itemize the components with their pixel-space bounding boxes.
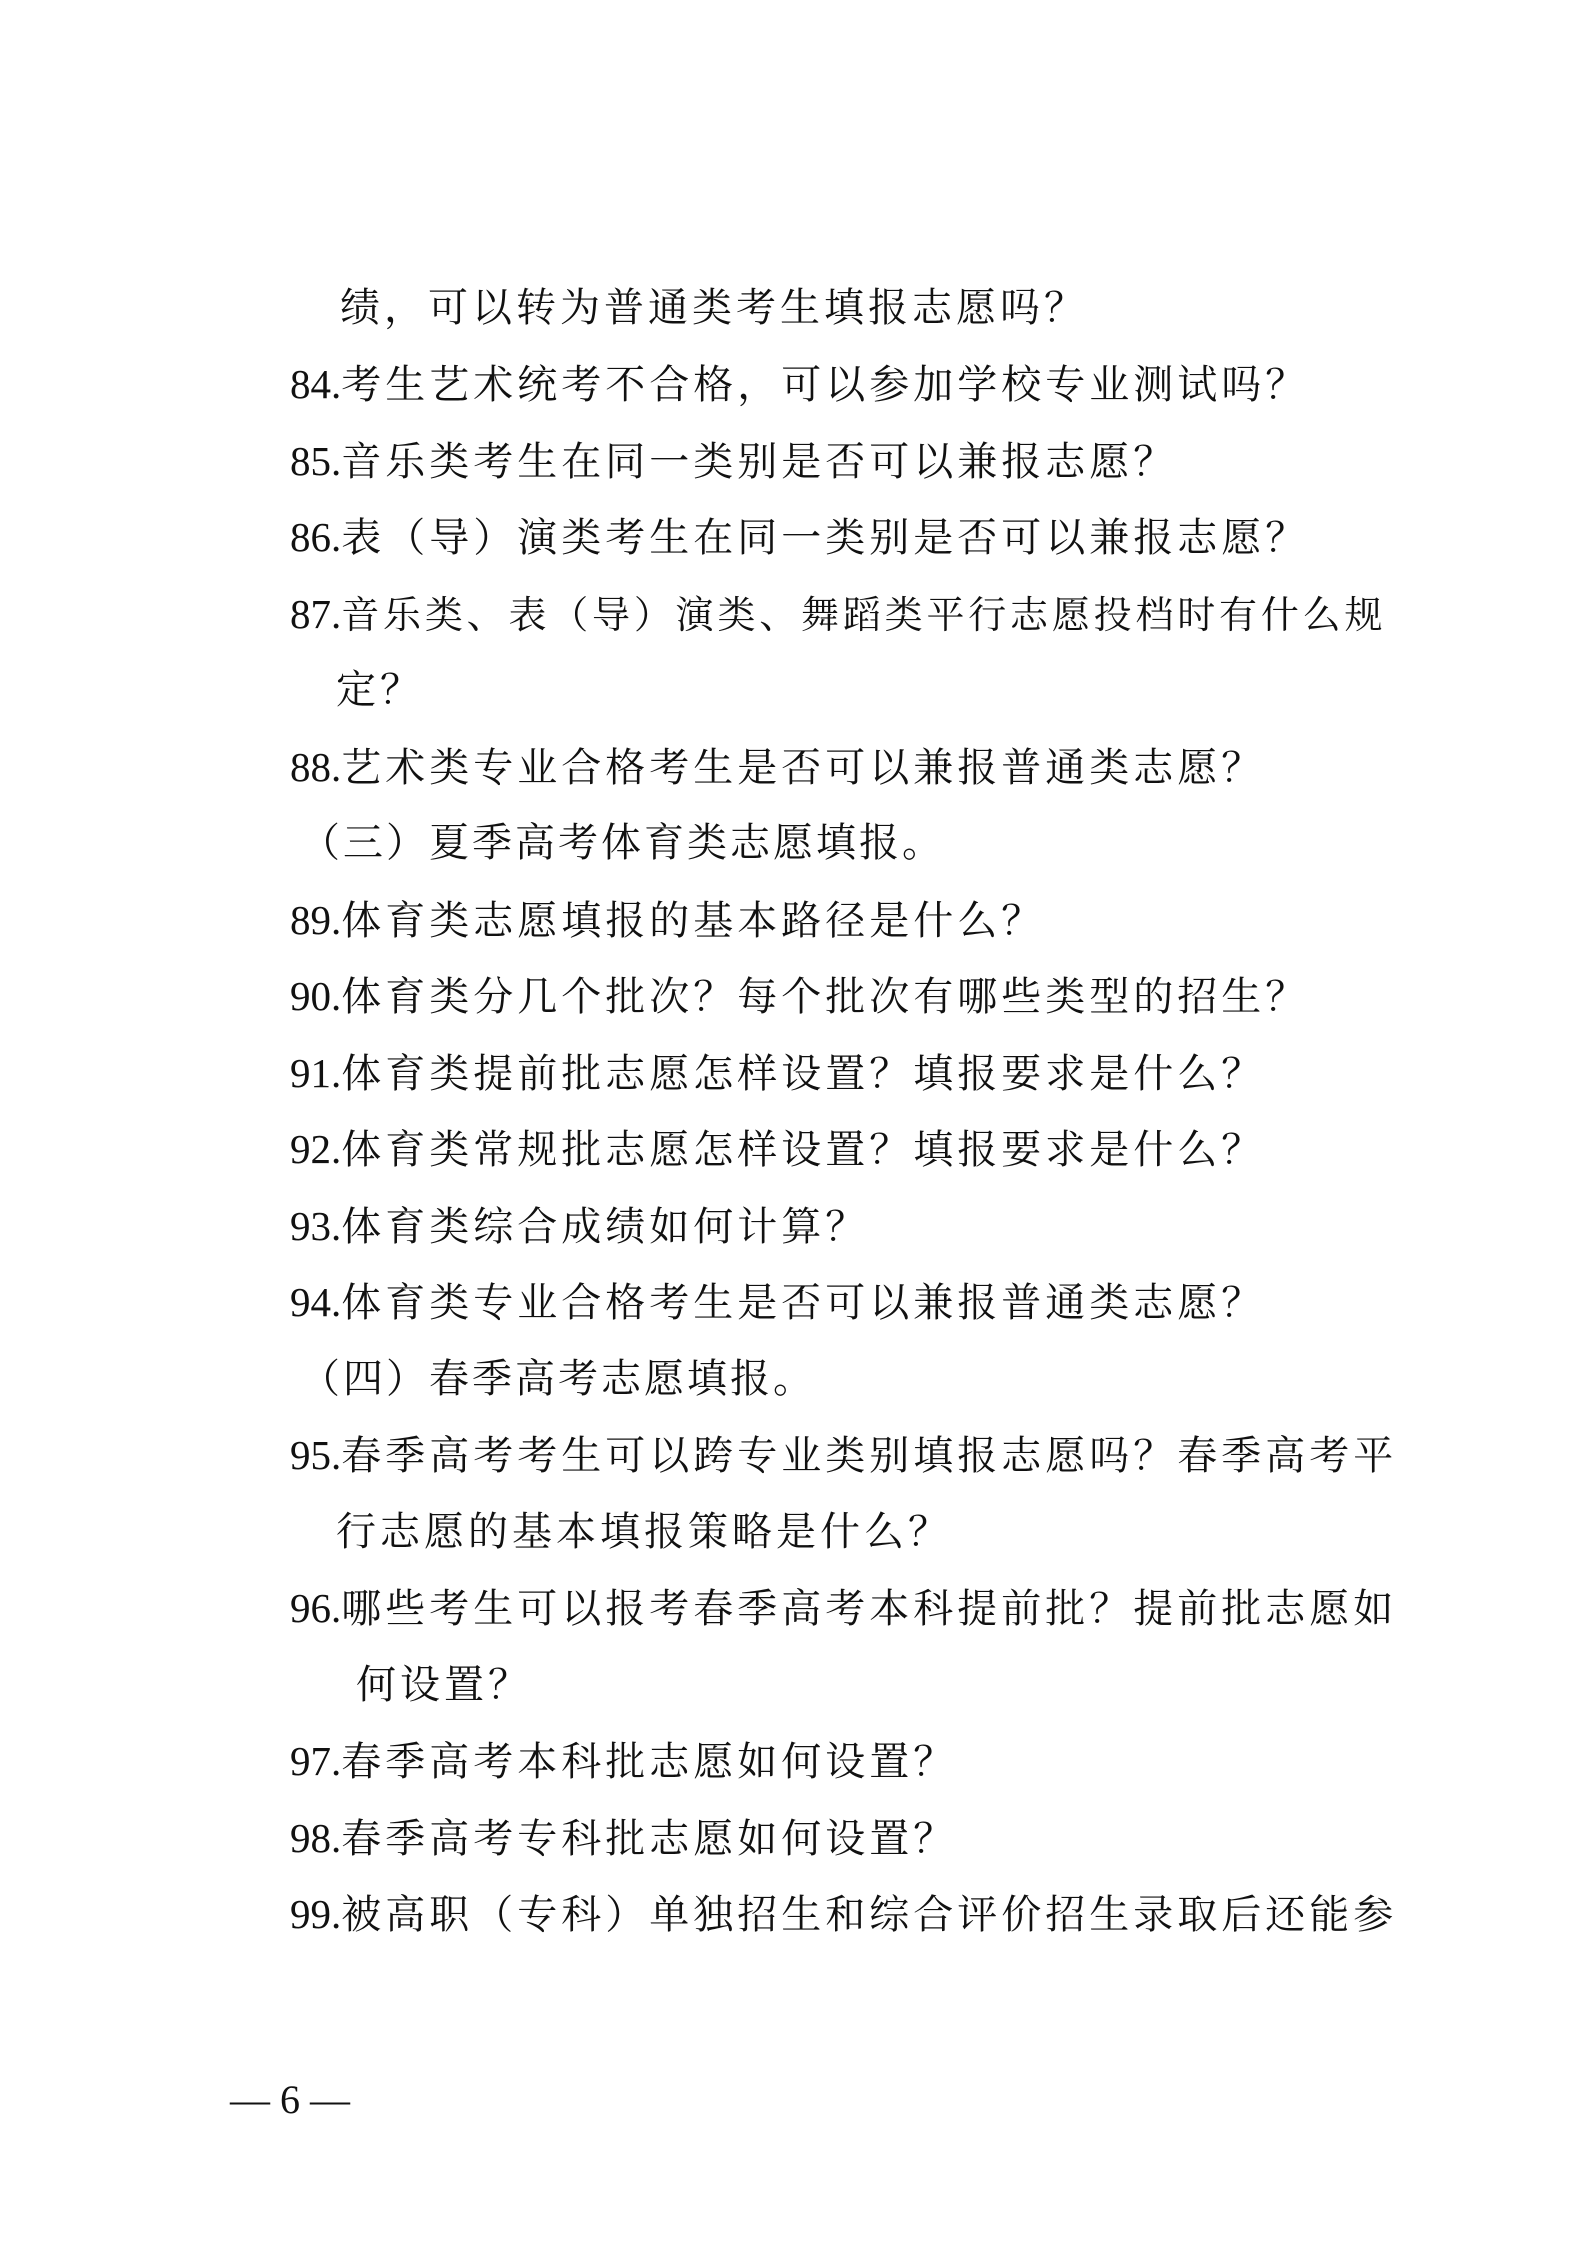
list-item-85 — [290, 431, 1177, 491]
list-item-98 — [290, 1808, 957, 1868]
item-text: 体育类志愿填报的基本路径是什么？ — [341, 898, 1046, 944]
item-text: 艺术类专业合格考生是否可以兼报普通类志愿？ — [341, 745, 1266, 791]
item-text: 被高职（专科）单独招生和综合评价招生录取后还能参 — [341, 1892, 1398, 1938]
list-item-95 — [290, 1425, 1397, 1485]
item-text: 体育类常规批志愿怎样设置？填报要求是什么？ — [341, 1127, 1266, 1173]
item-number: 87. — [290, 591, 342, 637]
list-item-92 — [290, 1119, 1265, 1179]
continuation-line — [336, 1502, 952, 1562]
list-item-97 — [290, 1731, 957, 1791]
list-item-86 — [290, 507, 1309, 567]
line-text: 绩，可以转为普通类考生填报志愿吗？ — [340, 285, 1088, 331]
list-item-89 — [290, 890, 1045, 950]
list-item-91 — [290, 1043, 1265, 1103]
item-text: 体育类提前批志愿怎样设置？填报要求是什么？ — [341, 1051, 1266, 1097]
item-number: 98. — [290, 1815, 342, 1861]
item-number: 88. — [290, 744, 342, 790]
item-number: 92. — [290, 1126, 342, 1172]
list-item-99 — [290, 1884, 1397, 1944]
list-item-88 — [290, 737, 1265, 797]
item-text: 体育类分几个批次？每个批次有哪些类型的招生？ — [341, 974, 1310, 1020]
heading-text: （四）春季高考志愿填报。 — [300, 1356, 816, 1402]
item-number: 97. — [290, 1738, 342, 1784]
item-number: 91. — [290, 1050, 342, 1096]
item-text: 音乐类考生在同一类别是否可以兼报志愿？ — [341, 439, 1178, 485]
line-text: 何设置？ — [356, 1662, 532, 1708]
item-text: 体育类综合成绩如何计算？ — [341, 1204, 870, 1250]
item-number: 85. — [290, 438, 342, 484]
item-number: 94. — [290, 1279, 342, 1325]
continuation-line — [336, 660, 424, 720]
item-number: 96. — [290, 1585, 342, 1631]
continuation-line — [356, 1655, 532, 1715]
item-number: 93. — [290, 1203, 342, 1249]
item-number: 89. — [290, 897, 342, 943]
item-number: 86. — [290, 514, 342, 560]
item-text: 体育类专业合格考生是否可以兼报普通类志愿？ — [341, 1280, 1266, 1326]
list-item-87 — [290, 584, 1386, 644]
item-number: 95. — [290, 1432, 342, 1478]
line-text: 行志愿的基本填报策略是什么？ — [336, 1509, 952, 1555]
heading-text: （三）夏季高考体育类志愿填报。 — [300, 820, 945, 866]
item-text: 表（导）演类考生在同一类别是否可以兼报志愿？ — [341, 515, 1310, 561]
section-heading — [300, 1349, 816, 1409]
item-number: 90. — [290, 973, 342, 1019]
list-item-90 — [290, 966, 1309, 1026]
list-item-84 — [290, 354, 1309, 414]
item-text: 音乐类、表（导）演类、舞蹈类平行志愿投档时有什么规 — [341, 593, 1387, 637]
section-heading — [300, 813, 945, 873]
line-text: 定？ — [336, 667, 424, 713]
page-number: — 6 — — [230, 2077, 350, 2122]
list-item-93 — [290, 1196, 869, 1256]
item-text: 春季高考考生可以跨专业类别填报志愿吗？春季高考平 — [341, 1433, 1398, 1479]
item-number: 84. — [290, 361, 342, 407]
item-text: 春季高考专科批志愿如何设置？ — [341, 1816, 958, 1862]
item-text: 春季高考本科批志愿如何设置？ — [341, 1739, 958, 1785]
list-item-94 — [290, 1272, 1265, 1332]
item-text: 哪些考生可以报考春季高考本科提前批？提前批志愿如 — [341, 1586, 1398, 1632]
continuation-line — [340, 278, 1088, 338]
item-number: 99. — [290, 1891, 342, 1937]
list-item-96 — [290, 1578, 1397, 1638]
item-text: 考生艺术统考不合格，可以参加学校专业测试吗？ — [341, 362, 1310, 408]
